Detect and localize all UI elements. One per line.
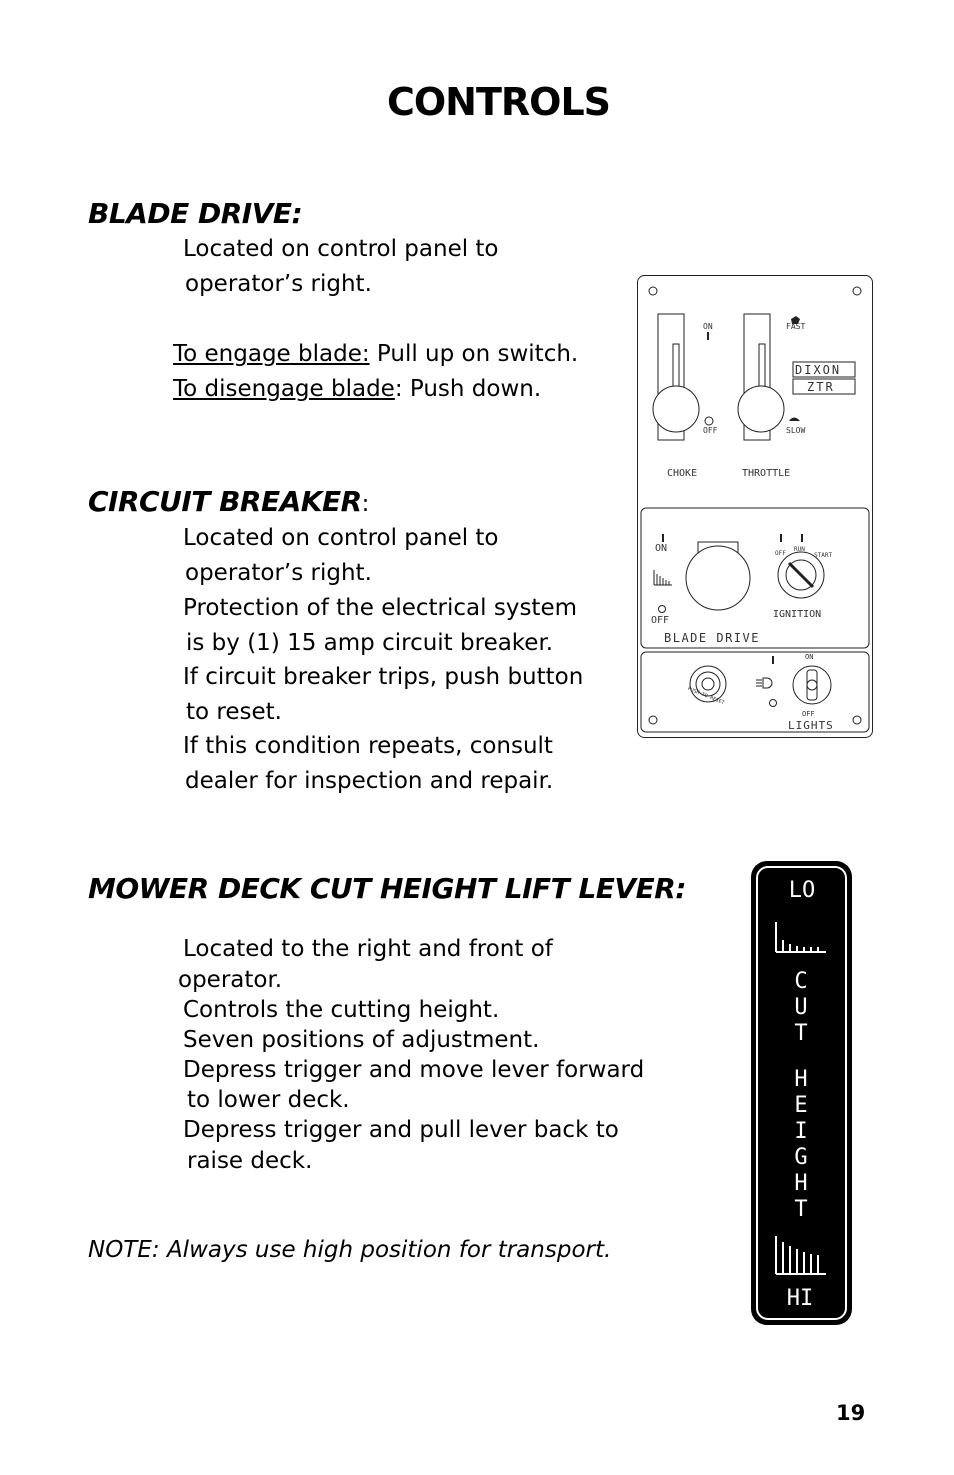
engage-instruction [173,341,578,367]
decal-height-letter: T [794,1197,808,1222]
circuit-breaker-line: If circuit breaker trips, push button [183,664,584,690]
circuit-breaker-title: CIRCUIT BREAKER [88,485,362,518]
transport-note: NOTE: Always use high position for transport. [88,1237,612,1263]
circuit-breaker-line: to reset. [186,699,282,725]
lights-off-label: OFF [802,710,815,718]
circuit-breaker-line: operator’s right. [185,560,372,586]
circuit-breaker-line: dealer for inspection and repair. [185,768,554,794]
throttle-label: THROTTLE [742,468,791,479]
decal-cut-letter: C [794,969,808,994]
circuit-breaker-line: is by (1) 15 amp circuit breaker. [186,630,554,656]
page-title: CONTROLS [386,80,611,124]
circuit-breaker-line: If this condition repeats, consult [183,733,553,759]
brand-ztr: ZTR [807,380,835,394]
choke-on-label: ON [703,322,713,331]
mower-deck-line: Located to the right and front of [183,936,553,962]
choke-off-label: OFF [703,426,718,435]
disengage-label: To disengage blade [173,376,395,402]
blade-drive-line: Located on control panel to [183,236,499,262]
mower-deck-line: Depress trigger and pull lever back to [183,1117,619,1143]
choke-label: CHOKE [667,468,698,479]
decal-height-letter: H [794,1067,808,1092]
blade-drive-line: operator’s right. [185,271,372,297]
blade-drive-heading: BLADE DRIVE: [88,197,303,230]
engage-label: To engage blade: [173,341,370,367]
circuit-breaker-line: Protection of the electrical system [183,595,577,621]
decal-hi: HI [786,1286,814,1311]
ignition-start-label: START [814,552,833,559]
decal-height-letter: E [794,1093,808,1118]
mower-deck-line: raise deck. [187,1148,313,1174]
cut-height-decal [750,860,853,1326]
disengage-instruction [173,376,541,402]
decal-lo: LO [788,878,816,903]
mower-deck-line: Depress trigger and move lever forward [183,1057,645,1083]
decal-cut-letter: U [794,995,808,1020]
page-number: 19 [836,1401,866,1425]
mower-deck-line: Seven positions of adjustment. [183,1027,540,1053]
circuit-breaker-line: Located on control panel to [183,525,499,551]
ignition-label: IGNITION [773,609,822,620]
blade-drive-on-label: ON [655,543,668,554]
control-panel-illustration [636,274,876,740]
lights-on-label: ON [805,653,814,661]
lights-label: LIGHTS [788,719,834,732]
decal-height-letter: H [794,1171,808,1196]
ignition-off-label: OFF [775,550,786,557]
decal-height-letter: I [794,1119,808,1144]
disengage-text: : Push down. [394,376,542,402]
circuit-breaker-colon: : [361,491,370,517]
mower-deck-line: to lower deck. [187,1087,350,1113]
engage-text: Pull up on switch. [369,341,579,367]
mower-deck-heading: MOWER DECK CUT HEIGHT LIFT LEVER: [88,872,686,905]
throttle-fast-label: FAST [786,322,806,331]
blade-drive-panel-label: BLADE DRIVE [664,631,760,645]
reset-label: PUSH TO RESET [686,685,726,707]
decal-height-letter: G [794,1145,808,1170]
decal-cut-letter: T [794,1021,808,1046]
ignition-run-label: RUN [794,546,805,553]
mower-deck-line: operator. [178,967,283,993]
throttle-slow-label: SLOW [786,426,806,435]
blade-drive-off-label: OFF [651,615,670,626]
circuit-breaker-heading [88,485,369,518]
brand-dixon: DIXON [795,363,842,377]
mower-deck-line: Controls the cutting height. [183,997,500,1023]
